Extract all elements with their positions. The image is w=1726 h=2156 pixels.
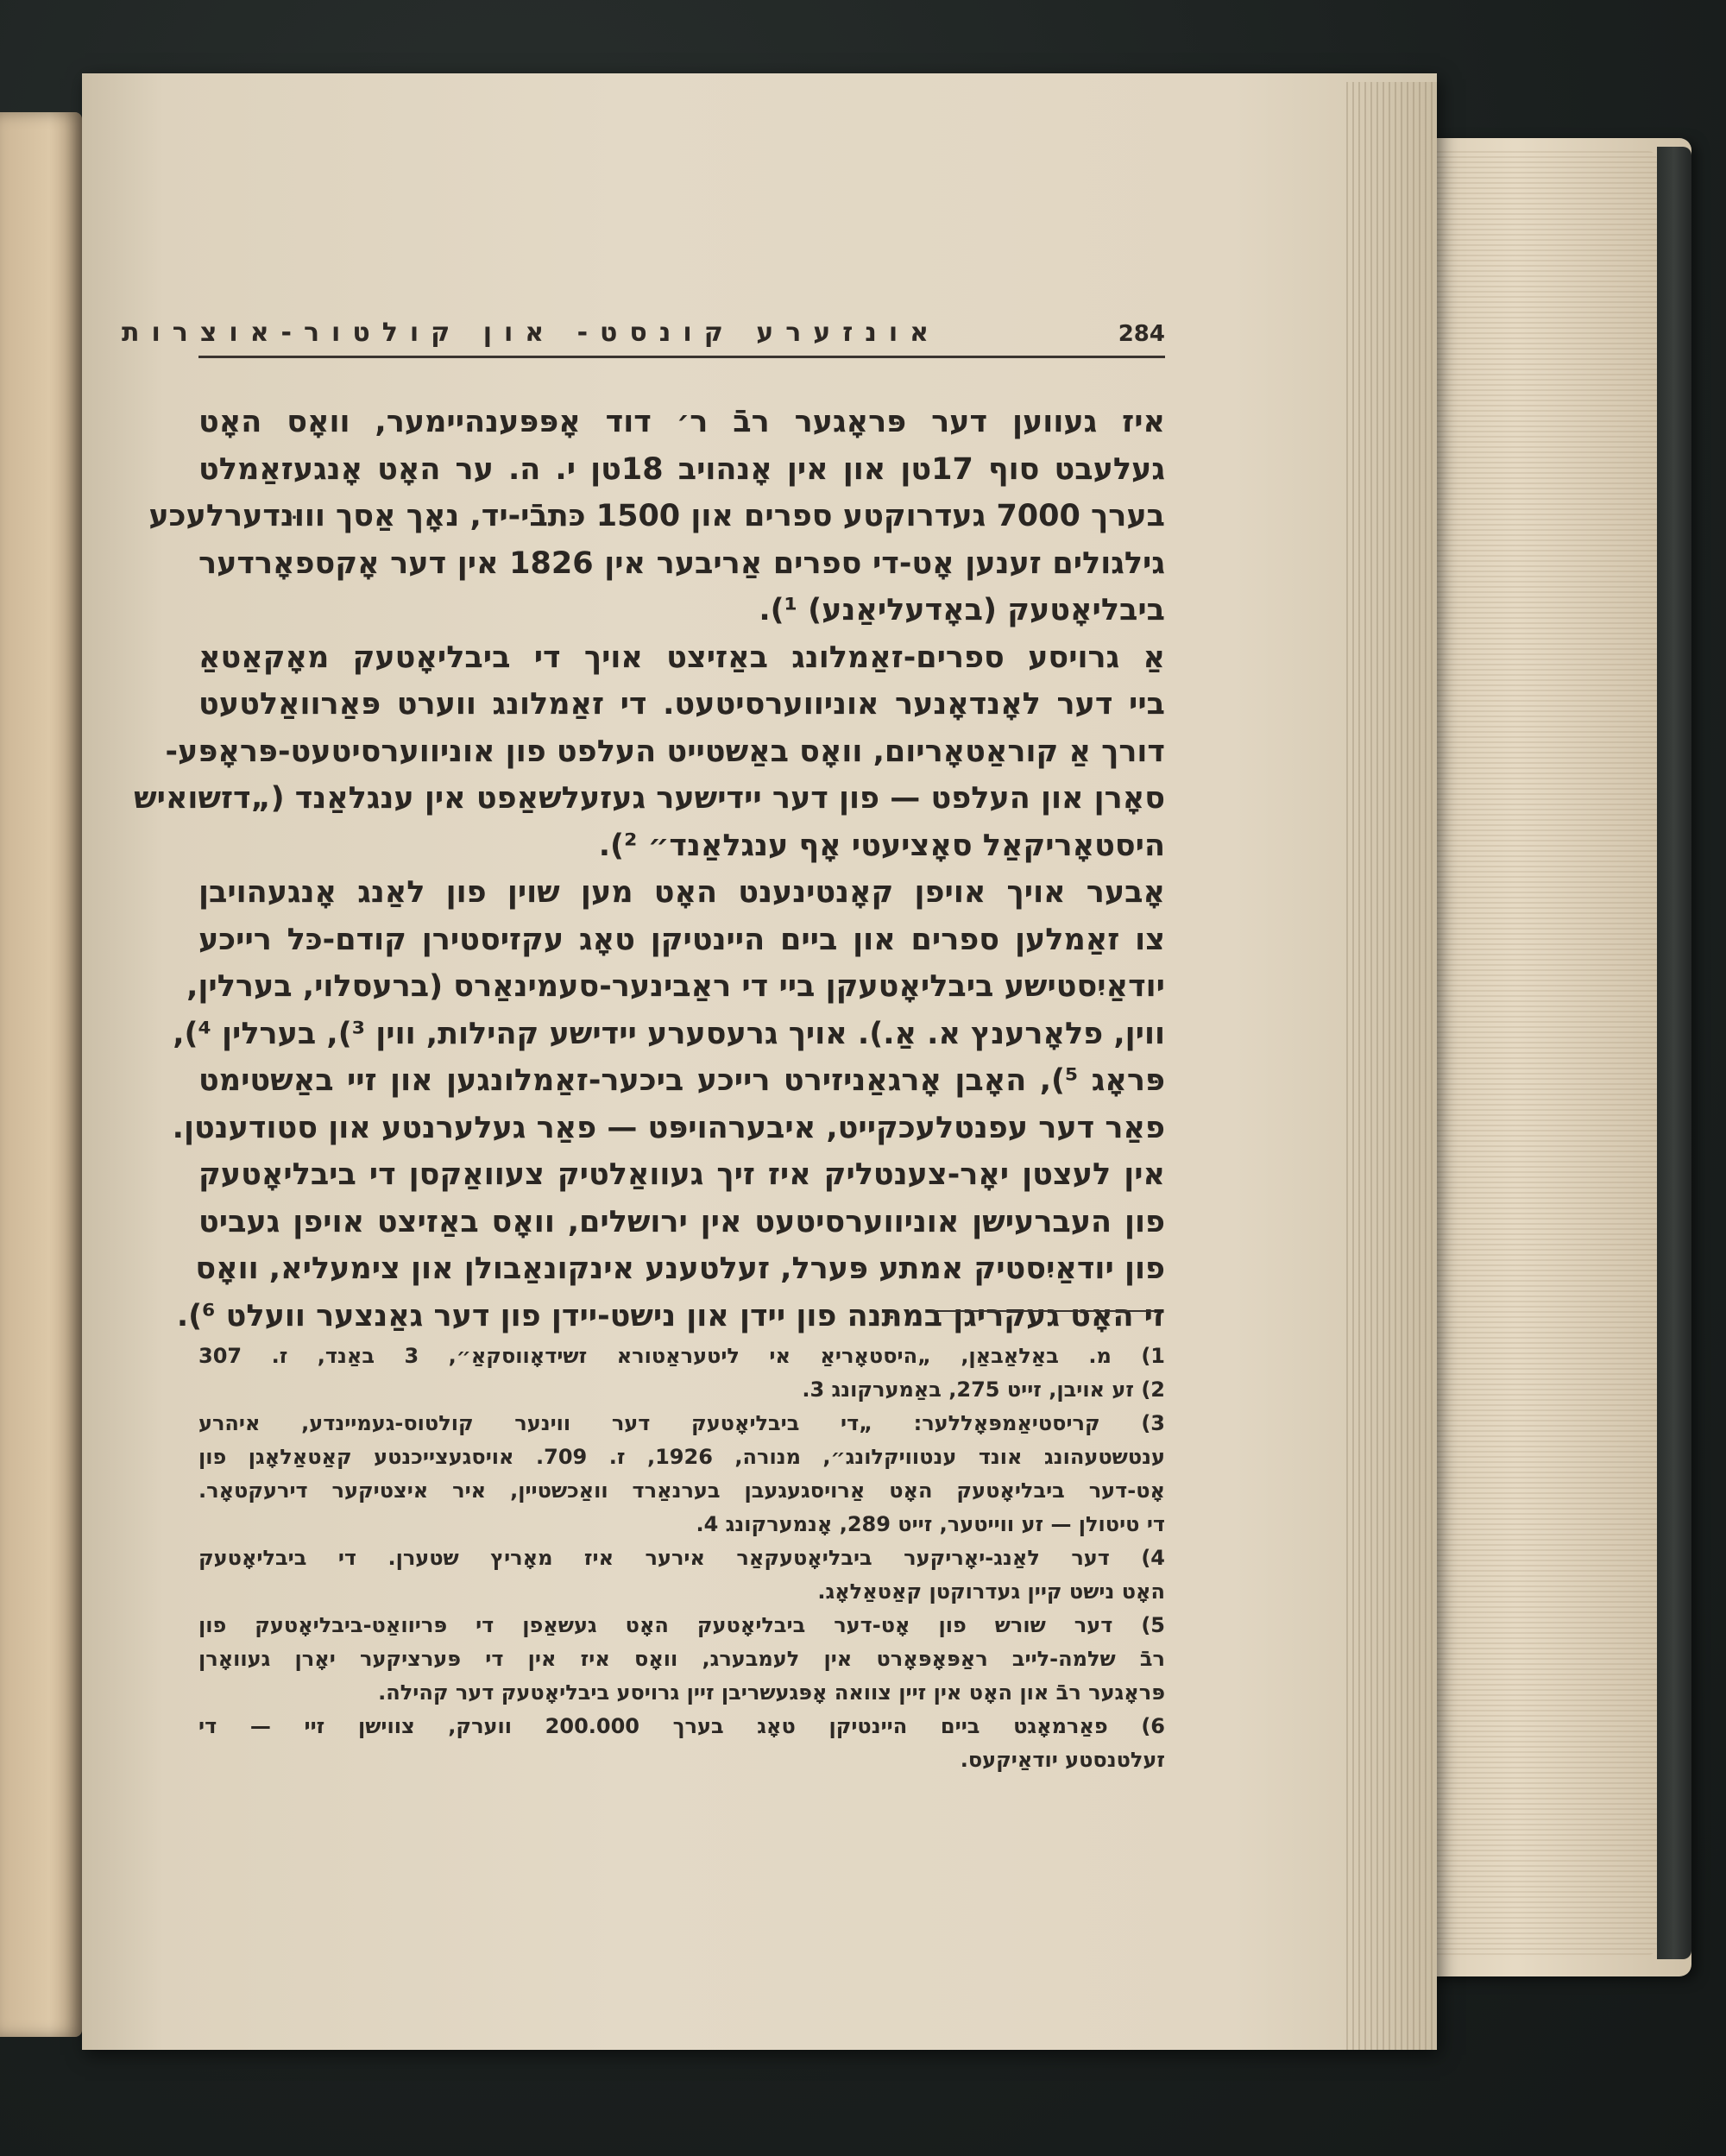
footnote-line: פּראָגער רבֿ און האָט אין זיין צוואה אָפּגעשריבן זיין גרויסע ביבליאָטעק דער קהילה. (378, 1680, 1165, 1705)
body-line: אין לעצטן יאָר-צענטליק איז זיך געוואַלטיק צעוואַקסן די ביבליאָטעק (198, 1157, 1165, 1192)
left-page-edge (0, 112, 82, 2037)
body-line: יודאַיִסטישע ביבליאָטעקן ביי די ראַבינער-סעמינאַרס (ברעסלוי, בערלין, (186, 969, 1165, 1004)
body-line: גילגולים זענען אָט-די ספרים אַריבער אין 1826 אין דער אָקספאָרדער (198, 545, 1165, 581)
body-line: ווין, פלאָרענץ א. אַ.). אויך גרעסערע יידישע קהילות, ווין ³), בערלין ⁴), (173, 1016, 1165, 1051)
footnote-line: זעלטנסטע יודאַיקעס. (960, 1748, 1165, 1772)
body-line: פּראָג ⁵), האָבן אָרגאַניזירט רייכע ביכער-זאַמלונגען און זיי באַשטימט (198, 1063, 1165, 1098)
running-title: אונזערע קונסט- און קולטור-אוצרות (121, 318, 941, 348)
book-cover-edge (1657, 147, 1691, 1959)
body-line: פון העברעישן אוניווערסיטעט אין ירושלים, וואָס באַזיצט אויפן געביט (198, 1204, 1165, 1239)
body-line: בערך 7000 געדרוקטע ספרים און 1500 כּתבֿי-יד, נאָך אַסך וווּנדערלעכע (148, 499, 1165, 533)
footnote-line: 3) קריסטיאַמפּאָללער: „די ביבליאָטעק דער ווינער קולטוס-געמיינדע, איהרע (198, 1411, 1165, 1435)
footnote-line: 5) דער שורש פון אָט-דער ביבליאָטעק האָט געשאַפן די פּריוואַט-ביבליאָטעק פון (198, 1613, 1165, 1637)
footnote-line: 1) מ. באַלאַבאַן, „היסטאָריאַ אי ליטעראַטורא זשידאָווסקאַ״, 3 באַנד, ז. 307 (198, 1344, 1165, 1368)
footnote-separator (930, 1310, 1155, 1312)
footnote-line: 4) דער לאַנג-יאָריקער ביבליאָטעקאַר אירער איז מאָריץ שטערן. די ביבליאָטעק (198, 1546, 1165, 1570)
body-text (134, 399, 1166, 1340)
body-line: סאָרן און העלפט — פון דער יידישער געזעלשאַפט אין ענגלאַנד („דזשואיש (134, 781, 1165, 816)
footnote-line: רבֿ שלמה-לייב ראַפּאָפּאָרט אין לעמבערג, וואָס איז אין די פּערציקער יאָרן געוואָרן (198, 1647, 1165, 1671)
footnote-line: די טיטולן — זע ווייטער, זייט 289, אָנמערקונג 4. (696, 1512, 1165, 1536)
body-line: איז געווען דער פּראָגער רבֿ ר׳ דוד אָפּפּענהיימער, וואָס האָט (198, 405, 1165, 439)
footnote-line: 2) זע אויבן, זייט 275, באַמערקונג 3. (802, 1377, 1165, 1402)
page-stack-edge (1346, 82, 1437, 2050)
body-line: צו זאַמלען ספרים און ביים היינטיקן טאָג עקזיסטירן קודם-כּל רייכע (198, 922, 1165, 957)
footnote-line: 6) פאַרמאָגט ביים היינטיקן טאָג בערך 200.000 ווערק, צווישן זיי — די (198, 1714, 1165, 1738)
footnote-line: אָט-דער ביבליאָטעק האָט אַרויסגעגעבן בערנאַרד וואַכשטיין, איר איצטיקער דירעקטאָר. (198, 1478, 1165, 1503)
body-line: זי האָט געקריגן במתּנה פון יידן און נישט-יידן פון דער גאַנצער וועלט ⁶). (176, 1298, 1165, 1333)
body-line: אָבער אויך אויפן קאָנטינענט האָט מען שוין פון לאַנג אָנגעהויבן (198, 875, 1165, 910)
body-line: אַ גרויסע ספרים-זאַמלונג באַזיצט אויך די ביבליאָטעק מאָקאַטאַ (198, 640, 1165, 675)
body-line: ביבליאָטעק (באָדעליאַנע) ¹). (759, 593, 1165, 627)
footnotes (198, 1340, 1165, 1777)
body-line: ביי דער לאָנדאָנער אוניווערסיטעט. די זאַמלונג ווערט פּאַרוואַלטעט (198, 687, 1165, 722)
footnote-line: האָט נישט קיין געדרוקטן קאַטאַלאָג. (817, 1579, 1165, 1604)
body-line: פון יודאַיִסטיק אמתע פּערל, זעלטענע אינקונאַבולן און צימעליא, וואָס (195, 1251, 1165, 1286)
book-page-stack (1433, 151, 1657, 1955)
body-line: געלעבט סוף 17טן און אין אָנהויב 18טן י. ה. ער האָט אָנגעזאַמלט (198, 451, 1166, 487)
body-line: דורך אַ קוראַטאָריום, וואָס באַשטייט העלפט פון אוניווערסיטעט-פּראָפּע- (165, 734, 1165, 769)
body-line: פאַר דער עפנטלעכקייט, איבערהויפּט — פאַר געלערנטע און סטודענטן. (172, 1110, 1165, 1145)
page-number: 284 (1118, 321, 1165, 347)
footnote-line: ענטשטעהונג אונד ענטוויקלונג״, מנורה, 1926, ז. 709. אויסגעצייכנטע קאַטאַלאָגן פון (198, 1445, 1165, 1469)
body-line: היסטאָריקאַל סאָציעטי אָף ענגלאַנד״ ²). (598, 828, 1165, 863)
running-head (121, 312, 1165, 358)
